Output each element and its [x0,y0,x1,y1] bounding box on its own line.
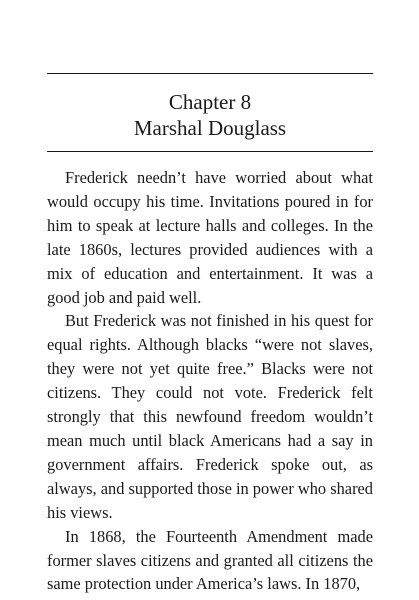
paragraph-1: Frederick needn’t have worried about what would occupy his time. Invitations poured in for him to speak at lecture halls and colleges. In the late 1860s, lectures provided audiences with a mix of education and entertainment. It was a good job and paid well. [47,168,373,307]
chapter-body [47,166,373,596]
chapter-title: Marshal Douglass [133,116,287,140]
bottom-divider-rule [47,151,373,152]
paragraph-3: In 1868, the Fourteenth Amendment made former slaves citizens and granted all citizens the same protection under America’s laws. In 1870, [47,526,373,594]
paragraph-2: But Frederick was not finished in his quest for equal rights. Although blacks “were not slaves, they were not yet quite free.” Blacks were not citizens. They could not vote. Frederick felt strongly that this newfound freedom wouldn’t mean much until black Americans had a say in government affairs. Frederick spoke out, as always, and supported those in power who shared his views. [47,311,373,522]
top-divider-rule [47,73,373,74]
chapter-number: Chapter 8 [168,90,252,114]
